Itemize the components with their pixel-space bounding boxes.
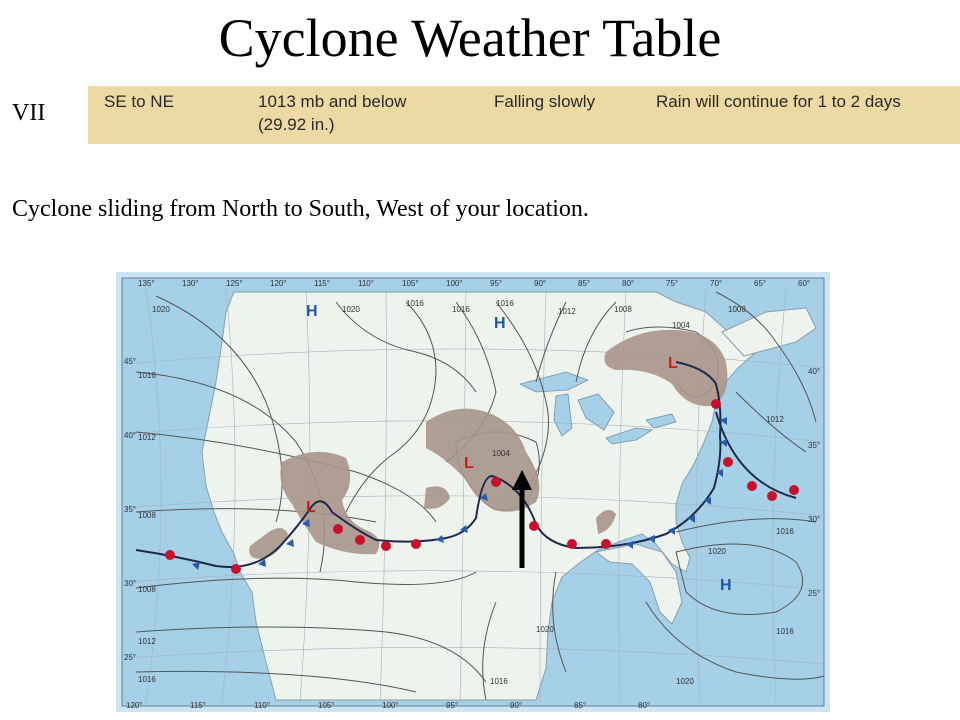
isobar-label: 1008: [728, 305, 746, 314]
longitude-label-top: 105°: [402, 279, 419, 288]
isobar-label: 1020: [342, 305, 360, 314]
longitude-label-top: 110°: [358, 279, 374, 288]
low-center-plains: L: [464, 455, 474, 472]
isobar-label: 1016: [406, 299, 424, 308]
longitude-label-top: 130°: [182, 279, 199, 288]
latitude-label-right: 40°: [808, 367, 821, 376]
high-center-atlantic: H: [720, 577, 732, 594]
longitude-label-bottom: 100°: [382, 701, 399, 710]
isobar-label: 1008: [614, 305, 632, 314]
low-center-southwest: L: [306, 499, 316, 516]
longitude-label-bottom: 105°: [318, 701, 335, 710]
latitude-label-left: 40°: [124, 431, 137, 440]
isobar-label: 1004: [492, 449, 510, 458]
longitude-label-top: 120°: [270, 279, 287, 288]
wind-direction: SE to NE: [104, 92, 174, 111]
isobar-label: 1012: [558, 307, 576, 316]
longitude-label-top: 95°: [490, 279, 503, 288]
latitude-label-left: 35°: [124, 505, 137, 514]
longitude-label-top: 85°: [578, 279, 591, 288]
longitude-label-top: 100°: [446, 279, 463, 288]
isobar-label: 1020: [676, 677, 694, 686]
high-center-west: H: [306, 303, 318, 320]
isobar-label: 1012: [138, 433, 156, 442]
latitude-label-left: 45°: [124, 357, 137, 366]
longitude-label-top: 90°: [534, 279, 547, 288]
isobar-label: 1004: [672, 321, 690, 330]
longitude-label-bottom: 90°: [510, 701, 523, 710]
latitude-label-left: 30°: [124, 579, 137, 588]
weather-table-row: [88, 86, 960, 144]
isobar-label: 1016: [138, 371, 156, 380]
isobar-label: 1020: [536, 625, 554, 634]
cyclone-description: Cyclone sliding from North to South, West of your location.: [12, 196, 589, 222]
longitude-label-bottom: 95°: [446, 701, 459, 710]
longitude-label-bottom: 115°: [190, 701, 206, 710]
pressure-tendency: Falling slowly: [494, 92, 596, 111]
latitude-label-left: 25°: [124, 653, 137, 662]
longitude-label-top: 60°: [798, 279, 811, 288]
isobar-label: 1008: [138, 511, 156, 520]
pressure-inches: (29.92 in.): [258, 115, 335, 134]
longitude-label-top: 75°: [666, 279, 679, 288]
low-center-northeast: L: [668, 355, 678, 372]
latitude-label-right: 35°: [808, 441, 821, 450]
forecast-text: Rain will continue for 1 to 2 days: [656, 92, 901, 111]
isobar-label: 1012: [766, 415, 784, 424]
longitude-label-bottom: 120°: [126, 701, 143, 710]
longitude-label-bottom: 85°: [574, 701, 587, 710]
high-center-north: H: [494, 315, 506, 332]
isobar-label: 1016: [490, 677, 508, 686]
latitude-label-right: 30°: [808, 515, 821, 524]
isobar-label: 1016: [496, 299, 514, 308]
pressure-value: 1013 mb and below: [258, 92, 407, 111]
row-numeral: VII: [12, 100, 46, 126]
isobar-label: 1016: [452, 305, 470, 314]
isobar-label: 1020: [708, 547, 726, 556]
isobar-label: 1016: [776, 527, 794, 536]
longitude-label-bottom: 110°: [254, 701, 270, 710]
longitude-label-top: 135°: [138, 279, 155, 288]
longitude-label-bottom: 80°: [638, 701, 651, 710]
longitude-label-top: 80°: [622, 279, 635, 288]
latitude-label-right: 25°: [808, 589, 821, 598]
longitude-label-top: 70°: [710, 279, 723, 288]
isobar-label: 1008: [138, 585, 156, 594]
isobar-label: 1016: [138, 675, 156, 684]
isobar-label: 1012: [138, 637, 156, 646]
longitude-label-top: 65°: [754, 279, 767, 288]
isobar-label: 1016: [776, 627, 794, 636]
weather-map: [116, 272, 830, 712]
page-title: Cyclone Weather Table: [218, 8, 722, 68]
isobar-label: 1020: [152, 305, 170, 314]
longitude-label-top: 125°: [226, 279, 243, 288]
longitude-label-top: 115°: [314, 279, 330, 288]
